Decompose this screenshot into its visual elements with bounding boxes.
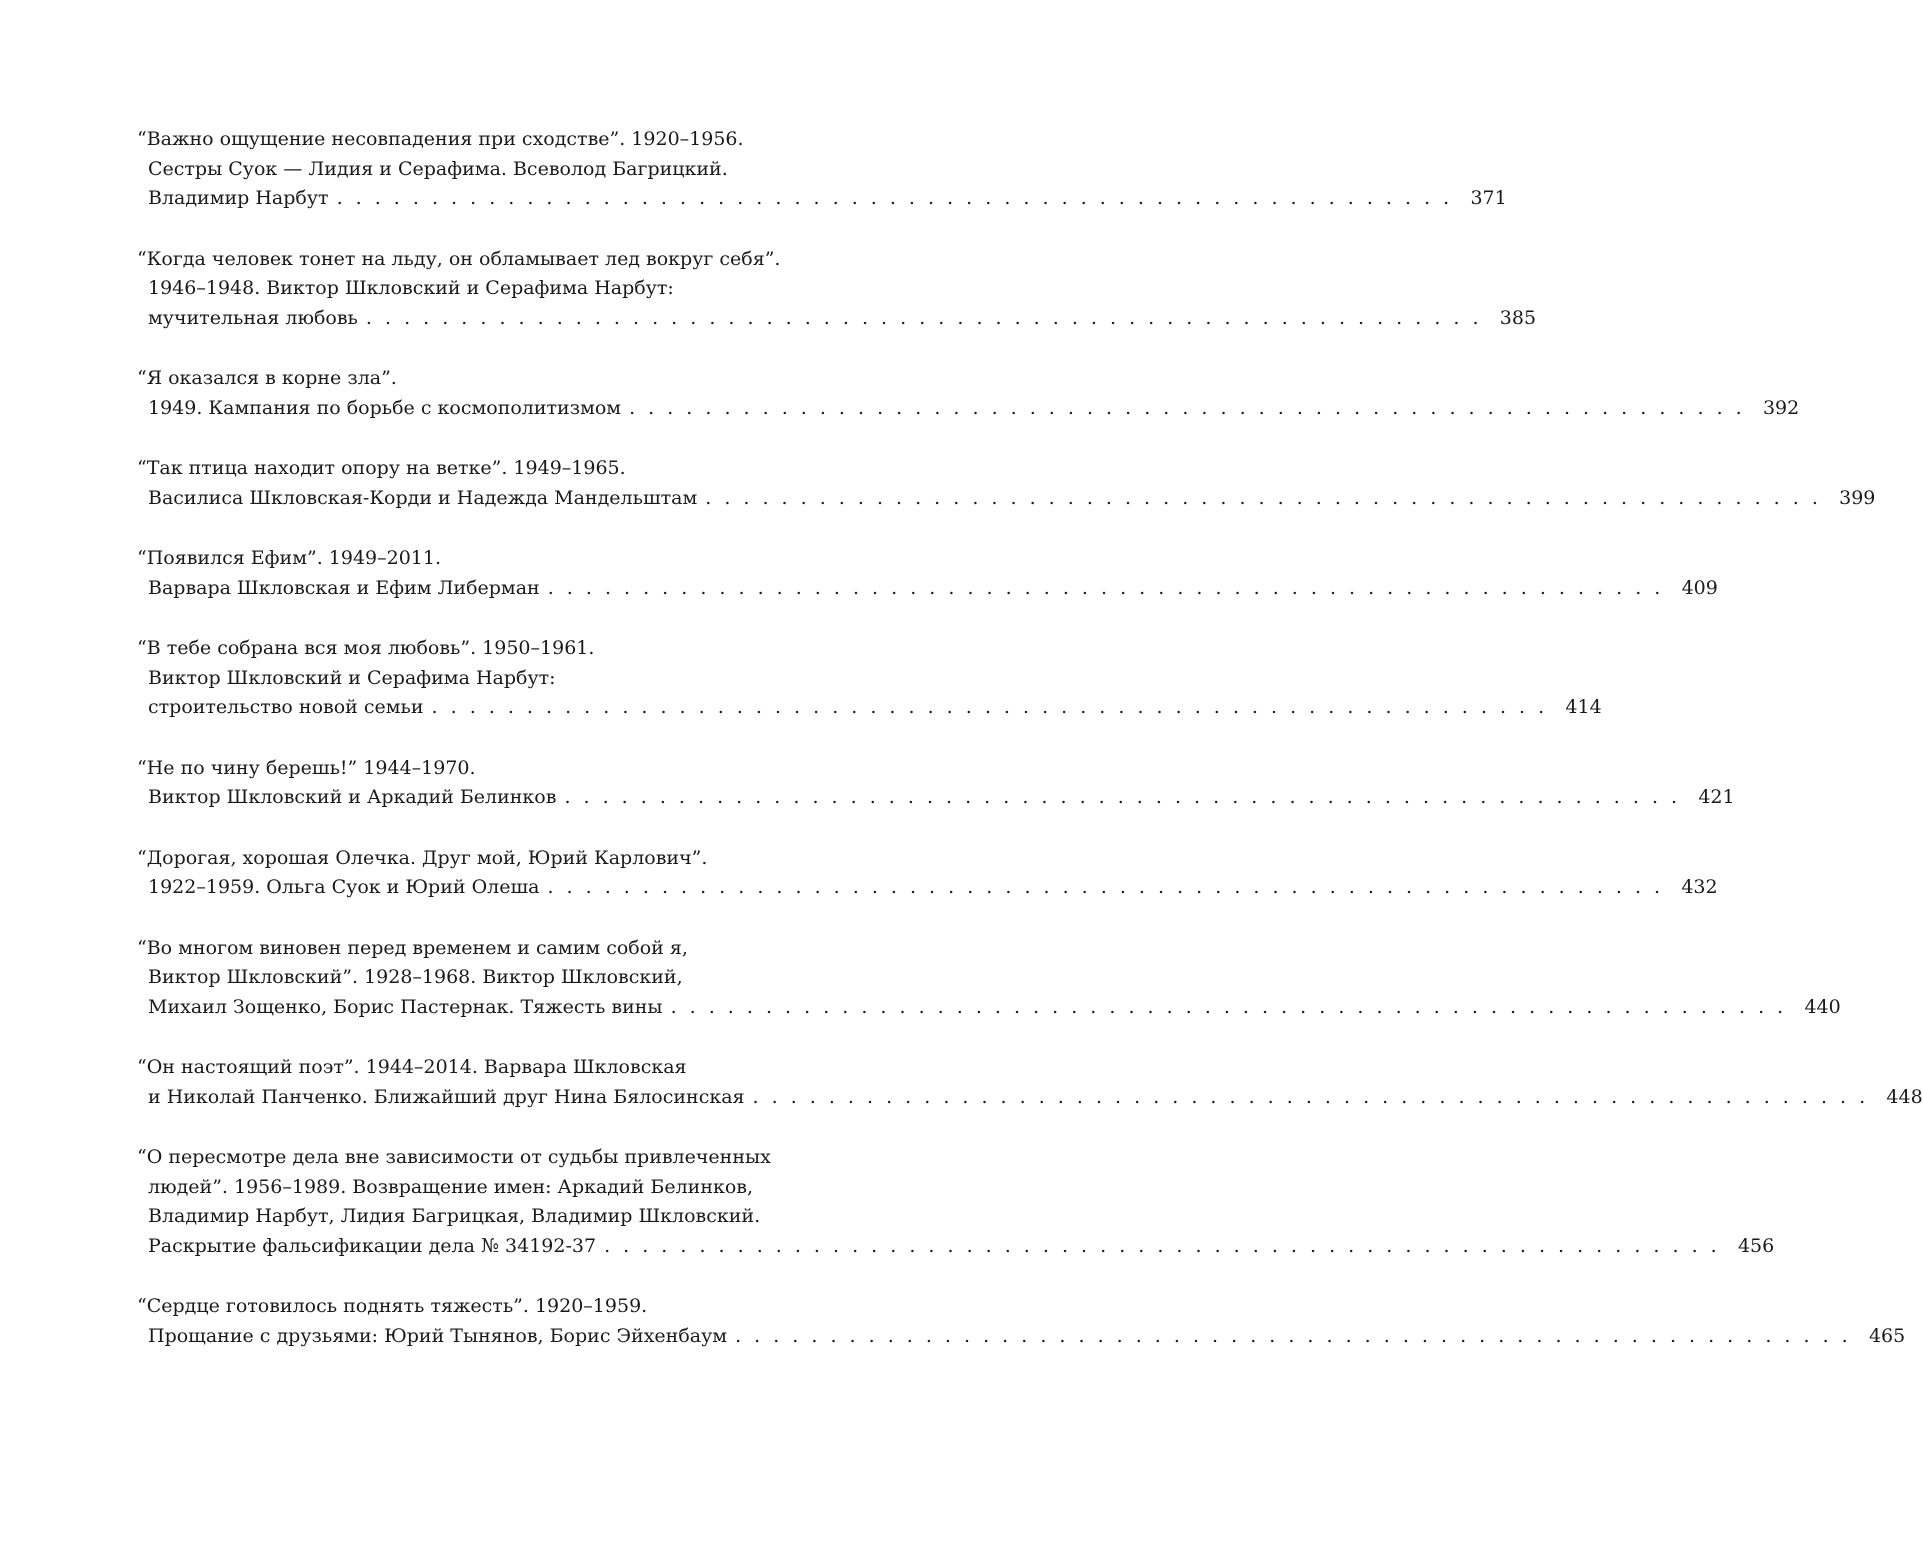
dot-leader: . . . . . . . . . . . . . . . . . . . . . . . . . . . . . . . . . . . . . . . . . . . . . . . . . . . . . . . . . . . [547, 876, 1664, 898]
dot-leader: . . . . . . . . . . . . . . . . . . . . . . . . . . . . . . . . . . . . . . . . . . . . . . . . . . . . . . . . . . . [670, 995, 1787, 1018]
entry-title-line: “Дорогая, хорошая Олечка. Друг мой, Юрий Карлович”. [137, 846, 708, 869]
entry-final-line [137, 693, 1602, 723]
dot-leader: . . . . . . . . . . . . . . . . . . . . . . . . . . . . . . . . . . . . . . . . . . . . . . . . . . . . . . . . . . . [604, 1234, 1721, 1257]
toc-entry [137, 634, 1602, 723]
entry-title-line: “Важно ощущение несовпадения при сходстве”. 1920–1956. [137, 128, 744, 150]
entry-final-text: Прощание с друзьями: Юрий Тынянов, Борис Эйхенбаум [148, 1324, 728, 1347]
toc-entry [137, 934, 1841, 1023]
page-number: 399 [1839, 486, 1876, 509]
entry-final-text: Михаил Зощенко, Борис Пастернак. Тяжесть вины [148, 995, 663, 1018]
entry-title-line: “Во многом виновен перед временем и самим собой я, [137, 936, 688, 959]
entry-title-line: “Появился Ефим”. 1949–2011. [137, 547, 442, 569]
entry-title-line: “Когда человек тонет на льду, он обламывает лед вокруг себя”. [137, 247, 781, 270]
toc-entry [137, 1143, 1775, 1261]
dot-leader: . . . . . . . . . . . . . . . . . . . . . . . . . . . . . . . . . . . . . . . . . . . . . . . . . . . . . . . . . . . [735, 1324, 1852, 1347]
entry-title-line: “Так птица находит опору на ветке”. 1949–1965. [137, 457, 626, 479]
page-number: 385 [1499, 306, 1537, 329]
entry-title-line: “Сердце готовилось поднять тяжесть”. 1920–1959. [137, 1295, 648, 1317]
page-number: 371 [1470, 187, 1507, 209]
dot-leader: . . . . . . . . . . . . . . . . . . . . . . . . . . . . . . . . . . . . . . . . . . . . . . . . . . . . . . . . . . . [564, 786, 1681, 808]
dot-leader: . . . . . . . . . . . . . . . . . . . . . . . . . . . . . . . . . . . . . . . . . . . . . . . . . . . . . . . . . . . [629, 396, 1746, 419]
entry-final-line [137, 184, 1507, 214]
entry-final-text: 1922–1959. Ольга Суок и Юрий Олеша [148, 876, 540, 898]
entry-title-line: “Он настоящий поэт”. 1944–2014. Варвара Шкловская [137, 1056, 687, 1078]
dot-leader: . . . . . . . . . . . . . . . . . . . . . . . . . . . . . . . . . . . . . . . . . . . . . . . . . . . . . . . . . . . [365, 306, 1483, 329]
toc-entry [137, 1292, 1906, 1351]
toc-entry [137, 844, 1718, 903]
page-number: 421 [1698, 786, 1735, 808]
entry-final-line [137, 574, 1718, 604]
toc-entry [137, 364, 1800, 423]
toc-entry [137, 1053, 1923, 1112]
toc-entry [137, 125, 1507, 214]
entry-final-text: Виктор Шкловский и Аркадий Белинков [148, 786, 557, 808]
page-number: 432 [1681, 876, 1718, 898]
entry-final-text: мучительная любовь [148, 306, 358, 329]
entry-final-line [137, 484, 1876, 514]
entry-continuation-line: 1946–1948. Виктор Шкловский и Серафима Нарбут: [148, 277, 674, 299]
page-number: 440 [1804, 995, 1841, 1018]
page-number: 409 [1681, 576, 1718, 599]
dot-leader: . . . . . . . . . . . . . . . . . . . . . . . . . . . . . . . . . . . . . . . . . . . . . . . . . . . . . . . . . . . [336, 187, 1453, 209]
dot-leader: . . . . . . . . . . . . . . . . . . . . . . . . . . . . . . . . . . . . . . . . . . . . . . . . . . . . . . . . . . . [431, 696, 1548, 718]
entry-continuation-line: Виктор Шкловский и Серафима Нарбут: [148, 666, 556, 689]
entry-final-line [137, 1083, 1923, 1113]
entry-final-line [137, 304, 1537, 334]
toc-entry [137, 245, 1537, 334]
entry-final-text: Раскрытие фальсификации дела № 34192-37 [148, 1234, 597, 1257]
entry-final-text: строительство новой семьи [148, 696, 424, 718]
entry-final-text: Варвара Шкловская и Ефим Либерман [148, 576, 540, 599]
table-of-contents [137, 125, 1923, 1382]
entry-title-line: “Я оказался в корне зла”. [137, 367, 397, 389]
toc-entry [137, 454, 1876, 513]
entry-title-line: “В тебе собрана вся моя любовь”. 1950–1961. [137, 637, 595, 659]
toc-entry [137, 754, 1735, 813]
page-number: 448 [1886, 1085, 1923, 1108]
entry-final-line [137, 873, 1718, 903]
entry-final-text: Владимир Нарбут [148, 187, 329, 209]
entry-continuation-line: Сестры Суок — Лидия и Серафима. Всеволод Багрицкий. [148, 157, 728, 180]
entry-final-text: 1949. Кампания по борьбе с космополитизмом [148, 396, 622, 419]
entry-final-line [137, 394, 1800, 424]
entry-final-line [137, 783, 1735, 813]
entry-continuation-line: людей”. 1956–1989. Возвращение имен: Аркадий Белинков, [148, 1175, 754, 1198]
entry-final-line [137, 1232, 1775, 1262]
page-number: 414 [1565, 696, 1602, 718]
entry-final-text: и Николай Панченко. Ближайший друг Нина Бялосинская [148, 1085, 745, 1108]
entry-final-text: Василиса Шкловская-Корди и Надежда Мандельштам [148, 486, 698, 509]
entry-title-line: “О пересмотре дела вне зависимости от судьбы привлеченных [137, 1146, 771, 1168]
page-number: 392 [1762, 396, 1800, 419]
entry-final-line [137, 993, 1841, 1023]
page-number: 456 [1737, 1234, 1775, 1257]
dot-leader: . . . . . . . . . . . . . . . . . . . . . . . . . . . . . . . . . . . . . . . . . . . . . . . . . . . . . . . . . . . [705, 486, 1822, 509]
page-number: 465 [1868, 1324, 1906, 1347]
entry-continuation-line: Виктор Шкловский”. 1928–1968. Виктор Шкловский, [148, 966, 683, 988]
entry-final-line [137, 1322, 1906, 1352]
toc-entry [137, 544, 1718, 603]
entry-continuation-line: Владимир Нарбут, Лидия Багрицкая, Владимир Шкловский. [148, 1205, 761, 1227]
dot-leader: . . . . . . . . . . . . . . . . . . . . . . . . . . . . . . . . . . . . . . . . . . . . . . . . . . . . . . . . . . . [547, 576, 1664, 599]
entry-title-line: “Не по чину берешь!” 1944–1970. [137, 756, 476, 779]
dot-leader: . . . . . . . . . . . . . . . . . . . . . . . . . . . . . . . . . . . . . . . . . . . . . . . . . . . . . . . . . . . [752, 1085, 1869, 1108]
